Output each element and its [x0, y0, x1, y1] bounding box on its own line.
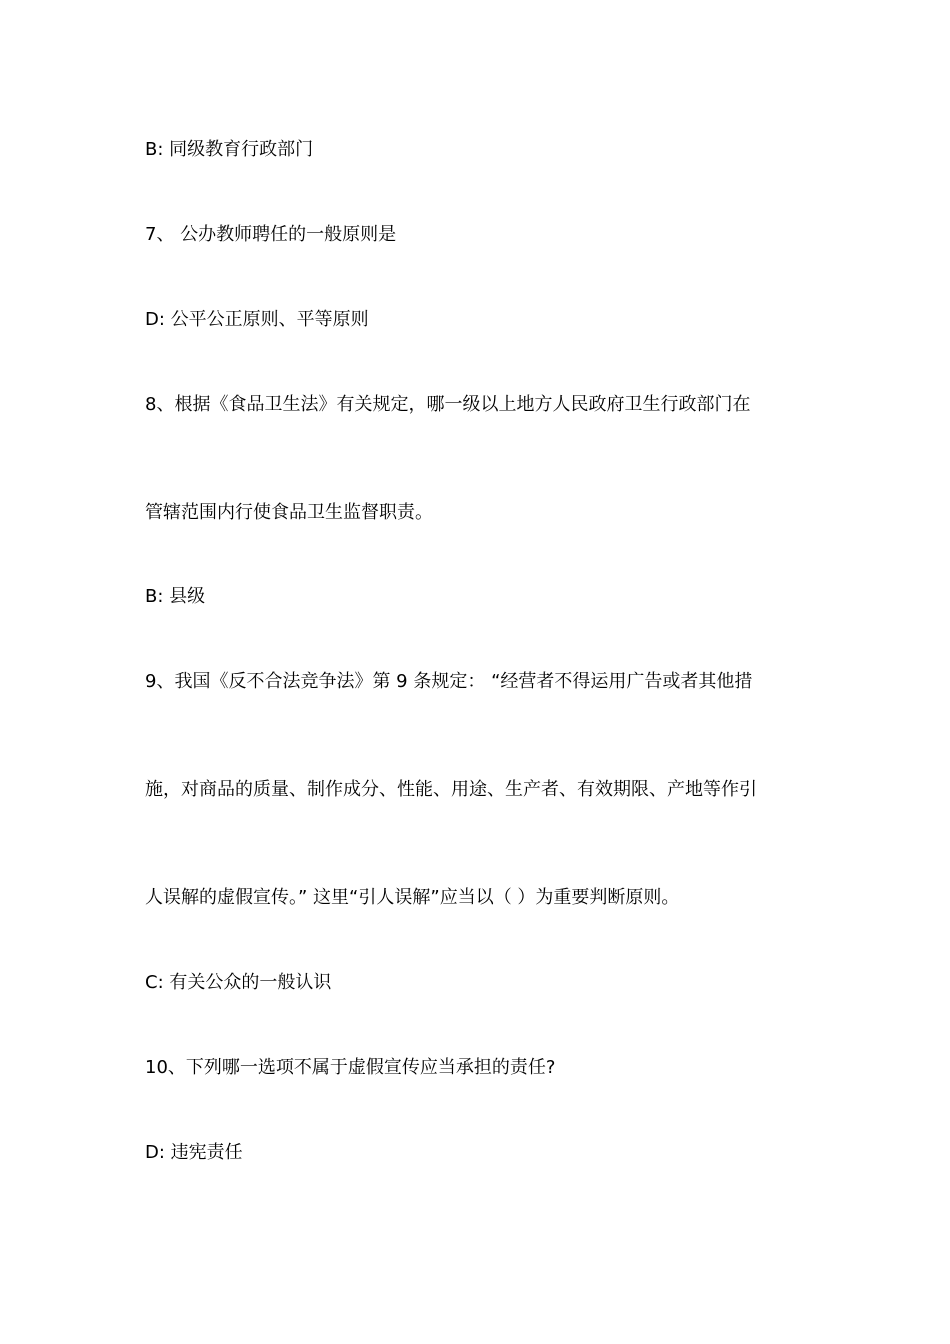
question-continued: 管辖范围内行使食品卫生监督职责。 [145, 502, 433, 523]
answer-line: B: 同级教育行政部门 [145, 139, 314, 160]
answer-line: B: 县级 [145, 586, 206, 607]
question-continued: 人误解的虚假宣传。” 这里“引人误解”应当以（ ）为重要判断原则。 [145, 887, 680, 908]
answer-line: D: 公平公正原则、平等原则 [145, 309, 369, 330]
question-line: 8、根据《食品卫生法》有关规定，哪一级以上地方人民政府卫生行政部门在 [145, 394, 751, 415]
answer-line: C: 有关公众的一般认识 [145, 972, 332, 993]
question-line: 9、我国《反不合法竞争法》第 9 条规定： “经营者不得运用广告或者其他措 [145, 671, 753, 692]
question-line: 7、 公办教师聘任的一般原则是 [145, 224, 397, 245]
question-continued: 施，对商品的质量、制作成分、性能、用途、生产者、有效期限、产地等作引 [145, 779, 757, 800]
question-line: 10、下列哪一选项不属于虚假宣传应当承担的责任? [145, 1057, 556, 1078]
answer-line: D: 违宪责任 [145, 1142, 243, 1163]
